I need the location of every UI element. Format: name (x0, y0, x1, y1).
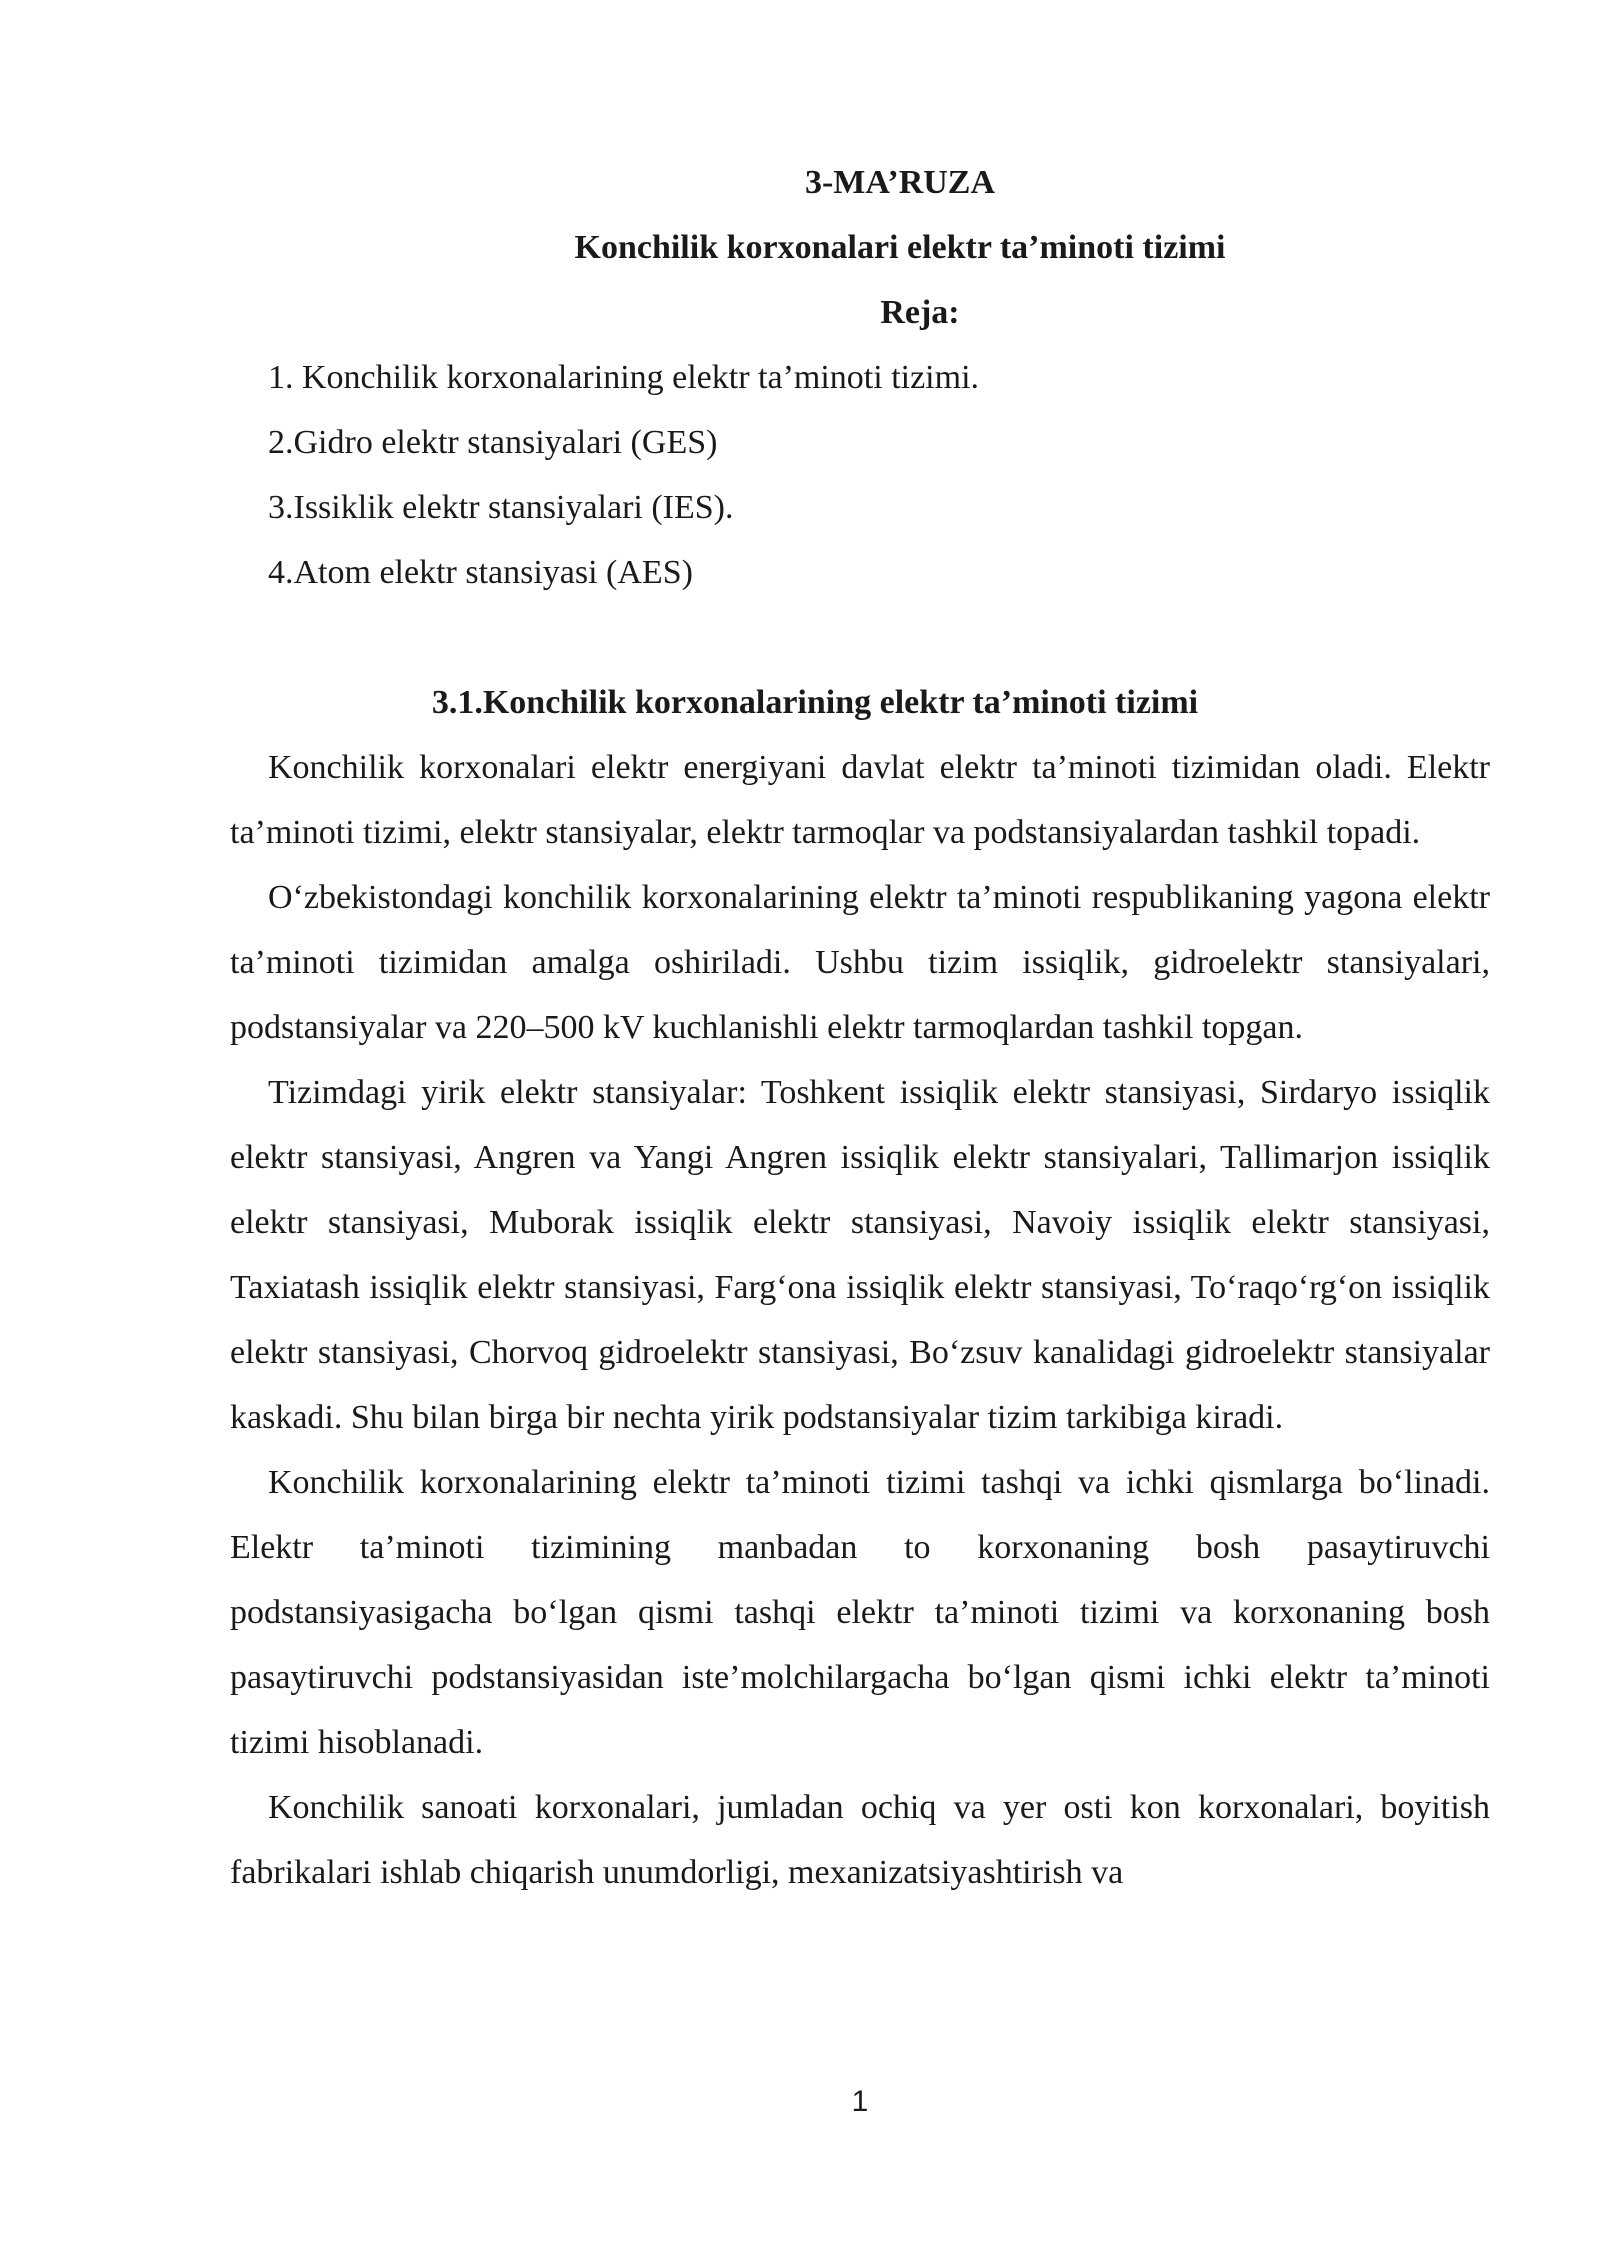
lecture-number: 3-MA’RUZA (804, 164, 996, 201)
body-paragraph: O‘zbekistondagi konchilik korxonalarining elektr ta’minoti respublikaning yagona elektr ta’minoti tizimidan amalga oshiriladi. Ushbu tizim issiqlik, gidroelektr stansiyalari, podstansiyalar va 220–500 kV kuchlanishli elektr tarmoqlardan tashkil topgan. (230, 879, 1490, 1046)
plan-item: 1. Konchilik korxonalarining elektr ta’minoti tizimi. (268, 359, 980, 396)
page-number: 1 (851, 2085, 869, 2118)
body-paragraph: Konchilik korxonalarining elektr ta’minoti tizimi tashqi va ichki qismlarga bo‘linadi. Elektr ta’minoti tizimining manbadan to korxonaning bosh pasaytiruvchi podstansiyasigacha bo‘lgan qismi tashqi elektr ta’minoti tizimi va korxonaning bosh pasaytiruvchi podstansiyasidan iste’molchilargacha bo‘lgan qismi ichki elektr ta’minoti tizimi hisoblanadi. (230, 1464, 1490, 1761)
body-paragraph: Tizimdagi yirik elektr stansiyalar: Toshkent issiqlik elektr stansiyasi, Sirdaryo issiqlik elektr stansiyasi, Angren va Yangi Angren issiqlik elektr stansiyalari, Tallimarjon issiqlik elektr stansiyasi, Muborak issiqlik elektr stansiyasi, Navoiy issiqlik elektr stansiyasi, Taxiatash issiqlik elektr stansiyasi, Farg‘ona issiqlik elektr stansiyasi, To‘raqo‘rg‘on issiqlik elektr stansiyasi, Chorvoq gidroelektr stansiyasi, Bo‘zsuv kanalidagi gidroelektr stansiyalar kaskadi. Shu bilan birga bir nechta yirik podstansiyalar tizim tarkibiga kiradi. (230, 1074, 1490, 1436)
plan-heading: Reja: (880, 294, 960, 331)
plan-list (230, 345, 1490, 605)
blank-line (230, 605, 1490, 670)
body-paragraph: Konchilik korxonalari elektr energiyani davlat elektr ta’minoti tizimidan oladi. Elektr ta’minoti tizimi, elektr stansiyalar, elektr tarmoqlar va podstansiyalardan tashkil topadi. (230, 749, 1490, 851)
section-heading: 3.1.Konchilik korxonalarining elektr ta’minoti tizimi (431, 684, 1199, 721)
page-content (230, 150, 1490, 1905)
document-title: Konchilik korxonalari elektr ta’minoti tizimi (574, 229, 1226, 266)
body-paragraph: Konchilik sanoati korxonalari, jumladan ochiq va yer osti kon korxonalari, boyitish fabrikalari ishlab chiqarish unumdorligi, mexanizatsiyashtirish va (230, 1789, 1490, 1891)
plan-item: 4.Atom elektr stansiyasi (AES) (268, 554, 693, 591)
plan-item: 2.Gidro elektr stansiyalari (GES) (268, 424, 718, 461)
plan-item: 3.Issiklik elektr stansiyalari (IES). (268, 489, 734, 526)
